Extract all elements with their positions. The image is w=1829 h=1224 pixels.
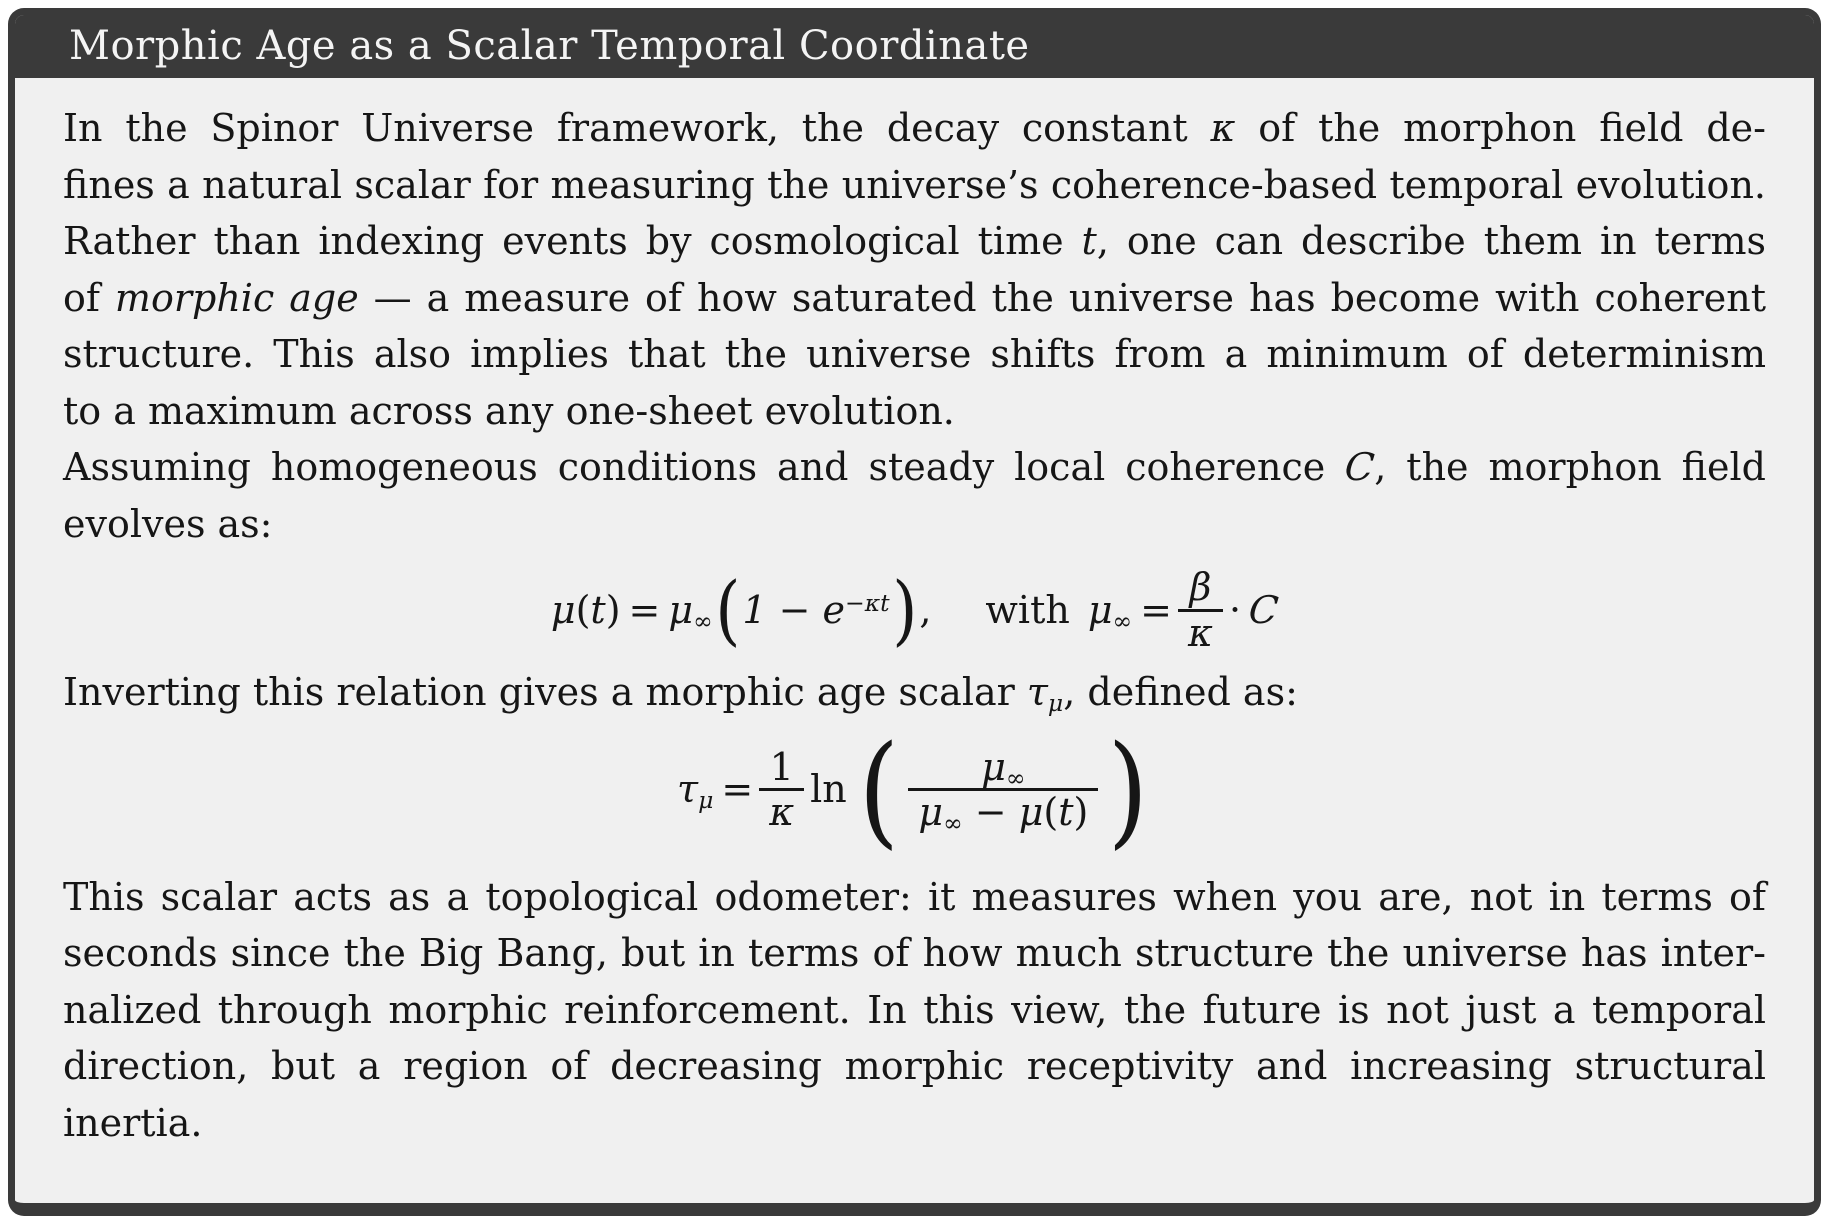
minus-operator: − — [962, 790, 1019, 835]
text-segment: of the morphon field de- — [1235, 106, 1766, 150]
emphasis-morphic-age: morphic age — [114, 275, 359, 320]
mu-subscript: μ — [1047, 688, 1064, 717]
math-mu: μ — [1018, 790, 1044, 835]
text-segment: of — [63, 275, 115, 320]
math-paren: ( — [1043, 790, 1059, 835]
paragraph-odometer — [63, 869, 1766, 1152]
text-segment: , defined as: — [1063, 670, 1298, 715]
math-mu-infinity: μ — [918, 790, 944, 835]
paragraph-inverting — [63, 664, 1766, 721]
text-segment: , the morphon field — [1374, 445, 1766, 489]
math-paren: ) — [605, 587, 621, 632]
infinity-subscript: ∞ — [1112, 606, 1133, 635]
equals-sign: = — [1140, 587, 1173, 632]
math-exponent: −κt — [845, 589, 890, 618]
math-t: t — [1081, 219, 1097, 263]
math-mu-infinity: μ — [1087, 587, 1113, 632]
paragraph-intro — [63, 100, 1766, 439]
text-line: evolves as: — [63, 501, 273, 546]
text-segment: In the Spinor Universe framework, the decay constant — [63, 106, 1211, 150]
fraction-denominator — [908, 788, 1098, 837]
text-segment: — a measure of how saturated the universe has become with coherent — [358, 275, 1767, 320]
math-beta: β — [1189, 565, 1212, 609]
math-kappa: κ — [759, 788, 804, 834]
fraction-mu-ratio — [908, 744, 1098, 837]
page-title: Morphic Age as a Scalar Temporal Coordinate — [69, 23, 1030, 69]
math-paren: ) — [1073, 790, 1089, 835]
text-line: to a maximum across any one-sheet evolution. — [63, 388, 955, 433]
math-t: t — [1058, 790, 1074, 835]
paragraph-assuming — [63, 439, 1766, 552]
math-mu-infinity: μ — [668, 587, 694, 632]
math-exponential — [742, 582, 889, 639]
text-segment: , one can describe them in terms — [1096, 219, 1766, 263]
infinity-subscript: ∞ — [693, 606, 713, 635]
text-line — [63, 664, 1766, 721]
equals-sign: = — [721, 767, 754, 812]
math-t: t — [590, 587, 606, 632]
text-line — [63, 100, 1766, 157]
comma: , — [919, 587, 932, 632]
text-segment: Inverting this relation gives a morphic age scalar — [63, 670, 1027, 715]
text-line: seconds since the Big Bang, but in terms of how much structure the universe has inter- — [63, 931, 1766, 976]
mu-subscript: μ — [698, 786, 714, 815]
equation-morphic-age — [63, 718, 1766, 861]
equals-sign: = — [628, 587, 661, 632]
fraction-beta-kappa — [1178, 566, 1223, 654]
big-left-paren: ( — [858, 718, 899, 861]
text-line: inertia. — [63, 1100, 203, 1145]
big-right-paren: ) — [1107, 718, 1149, 861]
math-script-c: C — [1342, 445, 1377, 489]
word-with: with — [985, 587, 1070, 632]
text-line: nalized through morphic reinforcement. In this view, the future is not just a temporal — [63, 987, 1766, 1032]
text-line: This scalar acts as a topological odometer: it measures when you are, not in terms of — [63, 874, 1766, 919]
text-line — [63, 439, 1766, 496]
ln-operator: ln — [810, 767, 847, 812]
math-mu-infinity: μ — [981, 744, 1006, 789]
math-one: 1 — [769, 744, 794, 789]
big-left-paren: ( — [714, 565, 741, 655]
title-bar — [14, 14, 1815, 78]
text-segment: Assuming homogeneous conditions and steady local coherence — [63, 445, 1346, 489]
math-mu-infinity-def — [1088, 582, 1172, 639]
math-kappa: κ — [1178, 609, 1223, 655]
math-base: 1 − e — [742, 587, 846, 632]
box-content — [15, 78, 1814, 1161]
math-script-c: C — [1246, 587, 1281, 632]
infinity-subscript: ∞ — [943, 808, 963, 837]
math-mu: μ — [550, 587, 576, 632]
math-lhs — [551, 582, 713, 639]
text-line: structure. This also implies that the universe shifts from a minimum of determinism — [63, 332, 1766, 376]
fraction-numerator — [971, 744, 1035, 792]
math-paren: ( — [575, 587, 591, 632]
cdot-operator: · — [1228, 587, 1242, 632]
math-tau: τ — [1026, 670, 1048, 715]
math-kappa: κ — [1210, 106, 1236, 150]
text-segment: Rather than indexing events by cosmological time — [63, 219, 1082, 263]
theorem-box — [8, 8, 1821, 1216]
math-tau: τ — [677, 767, 699, 812]
equation-morphon-evolution — [63, 566, 1766, 654]
infinity-subscript: ∞ — [1005, 763, 1026, 792]
text-line — [63, 213, 1766, 270]
fraction-one-over-kappa — [759, 746, 804, 834]
text-line — [63, 270, 1766, 327]
text-line: fines a natural scalar for measuring the universe’s coherence-based temporal evolution. — [63, 162, 1766, 207]
big-right-paren: ) — [891, 565, 918, 655]
text-line: direction, but a region of decreasing morphic receptivity and increasing structural — [63, 1044, 1766, 1089]
math-lhs — [677, 761, 753, 818]
